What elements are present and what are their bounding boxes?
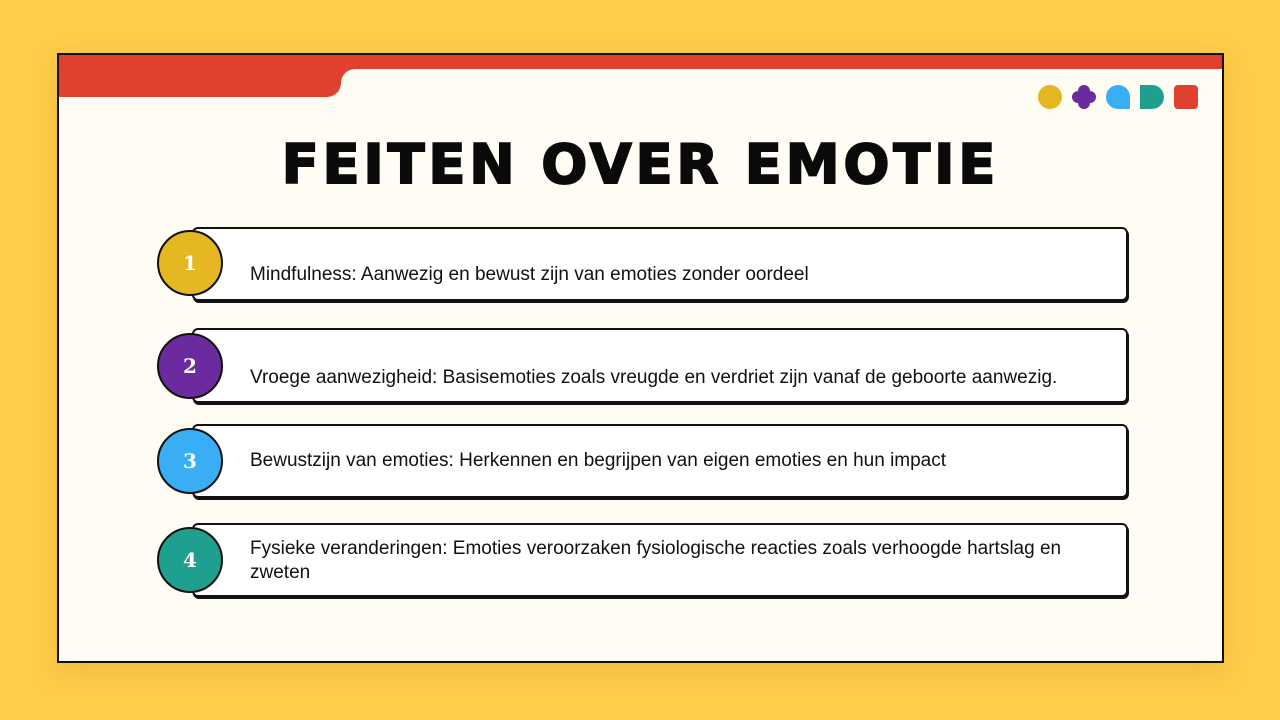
blue-drop-icon — [1106, 85, 1130, 109]
fact-number-badge-1: 1 — [157, 230, 223, 296]
teal-half-circle-icon — [1140, 85, 1164, 109]
fact-number-badge-2: 2 — [157, 333, 223, 399]
yellow-circle-icon — [1038, 85, 1062, 109]
fact-number-badge-3: 3 — [157, 428, 223, 494]
slide-title: FEITEN OVER EMOTIE — [281, 133, 1000, 196]
fact-text-4: Fysieke veranderingen: Emoties veroorzaken fysiologische reacties zoals verhoogde hartslag en zweten — [250, 538, 1062, 583]
top-accent-tab — [59, 55, 341, 97]
fact-item-2 — [192, 328, 1128, 403]
purple-flower-icon — [1072, 85, 1096, 109]
decoration-shapes — [1038, 85, 1198, 109]
red-square-icon — [1174, 85, 1198, 109]
fact-item-3 — [192, 424, 1128, 498]
fact-number-badge-4: 4 — [157, 527, 223, 593]
fact-item-4 — [192, 523, 1128, 597]
slide-card — [57, 53, 1224, 663]
fact-item-1 — [192, 227, 1128, 301]
fact-text-3: Bewustzijn van emoties: Herkennen en begrijpen van eigen emoties en hun impact — [250, 450, 947, 471]
top-accent-notch — [341, 69, 355, 83]
fact-text-2: Vroege aanwezigheid: Basisemoties zoals vreugde en verdriet zijn vanaf de geboorte aanwezig. — [250, 367, 1058, 388]
fact-text-1: Mindfulness: Aanwezig en bewust zijn van emoties zonder oordeel — [250, 264, 809, 285]
